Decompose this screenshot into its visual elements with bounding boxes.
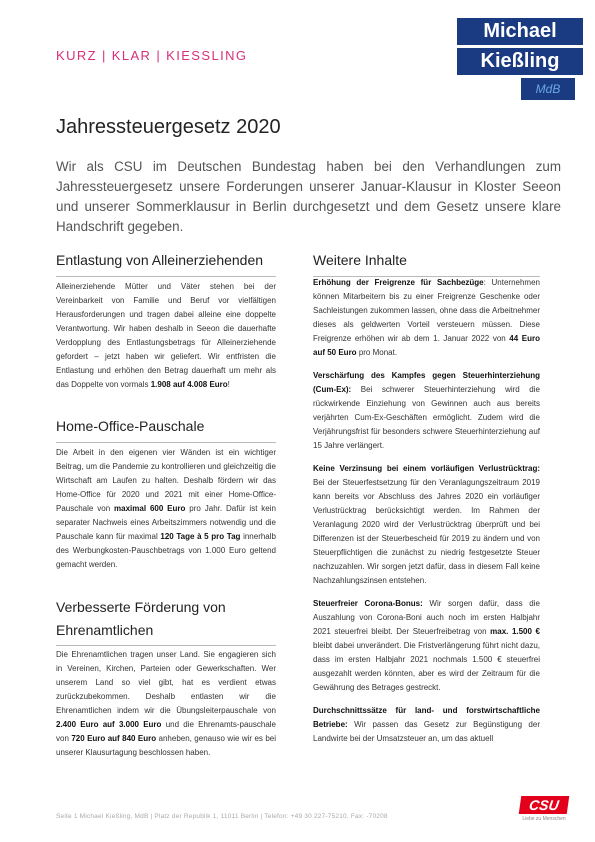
tagline: KURZ | KLAR | KIESSLING	[56, 48, 248, 63]
heading-weitere-inhalte: Weitere Inhalte	[313, 248, 540, 277]
item-durchschnittssaetze: Durchschnittssätze für land- und forstwirtschaftliche Betriebe: Wir passen das Gesetz zur Begünstigung der Landwirte bei der Umsatzsteuer an, um das aktuell	[313, 706, 540, 743]
item-verlustruecktrag: Keine Verzinsung bei einem vorläufigen Verlustrücktrag: Bei der Steuerfestsetzung für den Veranlagungszeitraum 2019 kann bereits vor Abschluss des Jahres 2020 ein vorläufiger Verlustrücktrag berücksichtigt werden. Im Rahmen der Veranlagung 2020 wird der Verlustrücktrag überprüft und bei Differenzen ist der Steuerbescheid für 2019 zu ändern und von Steuerpflichtigen die zunächst zu niedrig festgesetzte Steuer nachzuzahlen. Wir sorgen jetzt dafür, dass in diesem Fall keine Nachzahlungszinsen entstehen.	[313, 464, 540, 585]
mdb-logo	[457, 18, 583, 104]
item-cum-ex: Verschärfung des Kampfes gegen Steuerhinterziehung (Cum-Ex): Bei schwerer Steuerhinterziehung wird die rückwirkende Einziehung von Gewinnen auch aus bereits verjährten Cum-Ex-Geschäften ermöglicht. Zudem wird die Verjährungsfrist für besonders schwere Steuerhinterziehung auf 15 Jahre verlängert.	[313, 371, 540, 450]
csu-slogan: Liebe zu Menschen	[522, 816, 566, 822]
text-ehrenamt: Die Ehrenamtlichen tragen unser Land. Sie engagieren sich in Vereinen, Kirchen, Parteien oder Gewerkschaften. Wer unserem Land so viel gibt, hat es verdient etwas zurückzubekommen. Deshalb entlasten wir die Ehrenamtlichen indem wir die Übungsleiterpauschale von 2.400 Euro auf 3.000 Euro und die Ehrenamts-pauschale von 720 Euro auf 840 Euro anheben, genauso wie wir es bei unserer Klausurtagung beschlossen haben.	[56, 650, 277, 757]
heading-home-office: Home-Office-Pauschale	[56, 414, 276, 443]
intro-paragraph: Wir als CSU im Deutschen Bundestag haben bei den Verhandlungen zum Jahressteuergesetz unsere Forderungen unserer Januar-Klausur in Kloster Seeon und unserer Sommerklausur in Berlin durchgesetzt und dem Gesetz unsere klare Handschrift gegeben.	[56, 159, 561, 234]
csu-logo	[520, 796, 568, 830]
item-corona-bonus: Steuerfreier Corona-Bonus: Wir sorgen dafür, dass die Auszahlung von Corona-Boni auch noch im ersten Halbjahr 2021 steuerfrei bleibt. Der Steuerfreibetrag von max. 1.500 € bleibt dabei unverändert. Die Fristverlängerung führt nicht dazu, dass im ersten Halbjahr 2021 nochmals 1.500 € steuerfrei ausgezahlt werden könnten, aber es wird der Zeitraum für die Gewährung des Betrages gestreckt.	[313, 599, 540, 692]
heading-alleinerziehende: Entlastung von Alleinerziehenden	[56, 248, 276, 277]
csu-mark: CSU	[519, 796, 570, 814]
logo-first-name: Michael	[457, 18, 583, 45]
item-sachbezuege: Erhöhung der Freigrenze für Sachbezüge: Unternehmen können Mitarbeitern bis zu einer Freigrenze Geschenke oder Sachleistungen zukommen lassen, ohne dass die Arbeitnehmer dieses als geldwerten Vorteil versteuern müssen. Diese Freigrenze erhöhen wir ab dem 1. Januar 2022 von 44 Euro auf 50 Euro pro Monat.	[313, 278, 540, 357]
page-title: Jahressteuergesetz 2020	[56, 116, 281, 138]
heading-ehrenamt: Verbesserte Förderung von Ehrenamtlichen	[56, 596, 276, 646]
logo-last-name: Kießling	[457, 48, 583, 75]
text-alleinerziehende: Alleinerziehende Mütter und Väter stehen bei der Vereinbarkeit von Familie und Beruf vor vielfältigen Herausforderungen und tragen dabei alleine eine doppelte Verantwortung. Wir haben deshalb in Seeon die dauerhafte Verdopplung des Entlastungsbetrags für Alleinerziehende gefordert – jetzt haben wir geliefert. Wir entfristen die Entlastung und erhöhen den Betrag dauerhaft um mehr als das Doppelte von vormals 1.908 auf 4.008 Euro!	[56, 282, 276, 389]
logo-mdb: MdB	[521, 78, 575, 100]
text-home-office: Die Arbeit in den eigenen vier Wänden ist ein wichtiger Beitrag, um die Pandemie zu kontrollieren und gleichzeitig die Wirtschaft am Laufen zu halten. Deshalb fördern wir das Home-Office für 2020 und 2021 mit einer Home-Office-Pauschale von maximal 600 Euro pro Jahr. Dafür ist kein separater Nachweis eines Arbeitszimmers notwendig und die Pauschale kann für maximal 120 Tage à 5 pro Tag innerhalb des Werbungkosten-Pauschbetrags von 1.000 Euro geltend gemacht werden.	[56, 448, 276, 569]
footer: Seite 1 Michael Kießling, MdB | Platz der Republik 1, 11011 Berlin | Telefon: +49 30 227-75210, Fax: -70208	[56, 813, 388, 820]
text-weitere-inhalte	[313, 276, 540, 746]
